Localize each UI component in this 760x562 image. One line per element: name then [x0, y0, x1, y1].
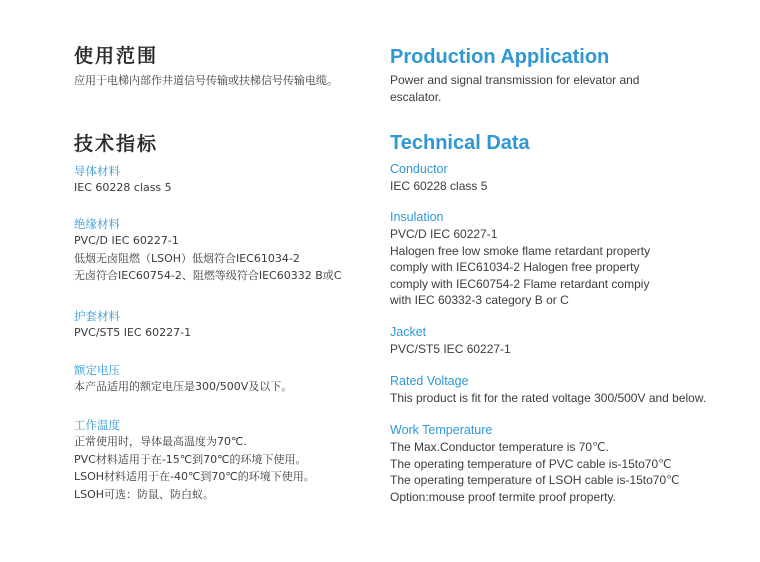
conductor-line-en: IEC 60228 class 5	[390, 179, 488, 193]
insulation-text-cn	[74, 232, 341, 285]
usage-line-en: escalator.	[390, 89, 442, 104]
usage-text-en	[390, 72, 639, 105]
insulation-line-cn: PVC/D IEC 60227-1	[74, 234, 179, 247]
temperature-text-en	[390, 439, 680, 505]
jacket-label-en: Jacket	[390, 325, 427, 339]
usage-line-en: Power and signal transmission for elevator and	[390, 73, 640, 87]
temperature-line-cn: LSOH可选：防鼠、防白蚁。	[74, 487, 215, 501]
jacket-text-en	[390, 341, 511, 358]
temperature-text-cn	[74, 433, 315, 503]
usage-text-cn: 应用于电梯内部作井道信号传输或扶梯信号传输电缆。	[74, 74, 338, 87]
conductor-text-cn	[74, 179, 172, 197]
conductor-text-en	[390, 178, 487, 195]
temperature-label-en: Work Temperature	[390, 423, 493, 437]
jacket-text-cn	[74, 324, 191, 342]
usage-title-cn: 使用范围	[74, 45, 159, 67]
voltage-text-en	[390, 390, 706, 407]
voltage-line-cn: 本产品适用的额定电压是300/500V及以下。	[74, 380, 293, 393]
insulation-line-en: comply with IEC60754-2 Flame retardant compiy	[390, 276, 650, 291]
conductor-line-cn: IEC 60228 class 5	[74, 181, 172, 194]
voltage-text-cn	[74, 378, 292, 396]
insulation-text-en	[390, 226, 650, 309]
voltage-label-cn: 额定电压	[74, 363, 120, 377]
conductor-label-cn: 导体材料	[74, 164, 120, 178]
jacket-line-en: PVC/ST5 IEC 60227-1	[390, 342, 511, 356]
insulation-line-en: with IEC 60332-3 category B or C	[390, 293, 569, 307]
temperature-line-cn: PVC材料适用于在-15℃到70℃的环境下使用。	[74, 452, 307, 466]
temperature-line-en: The Max.Conductor temperature is 70℃.	[390, 440, 609, 454]
insulation-line-cn: 低烟无卤阻燃（LSOH）低烟符合IEC61034-2	[74, 251, 300, 265]
tech-title-cn: 技术指标	[74, 133, 159, 155]
temperature-line-cn: 正常使用时，导体最高温度为70℃.	[74, 435, 247, 448]
tech-title-en: Technical Data	[390, 132, 530, 154]
voltage-line-en: This product is fit for the rated voltage 300/500V and below.	[390, 391, 707, 405]
insulation-line-en: comply with IEC61034-2 Halogen free property	[390, 260, 640, 274]
insulation-line-en: PVC/D IEC 60227-1	[390, 227, 498, 241]
temperature-line-en: The operating temperature of LSOH cable is-15to70℃	[390, 473, 680, 487]
insulation-line-en: Halogen free low smoke flame retardant property	[390, 243, 651, 258]
voltage-label-en: Rated Voltage	[390, 374, 469, 388]
conductor-label-en: Conductor	[390, 162, 448, 176]
insulation-line-cn: 无卤符合IEC60754-2、阻燃等级符合IEC60332 B或C	[74, 269, 342, 282]
temperature-line-en: Option:mouse proof termite proof property.	[390, 489, 616, 504]
temperature-line-en: The operating temperature of PVC cable is-15to70℃	[390, 456, 672, 471]
temperature-label-cn: 工作温度	[74, 418, 120, 432]
usage-title-en: Production Application	[390, 46, 610, 68]
insulation-label-en: Insulation	[390, 210, 444, 224]
temperature-line-cn: LSOH材料适用于在-40℃到70℃的环境下使用。	[74, 470, 315, 483]
jacket-label-cn: 护套材料	[74, 309, 120, 323]
jacket-line-cn: PVC/ST5 IEC 60227-1	[74, 326, 192, 339]
insulation-label-cn: 绝缘材料	[74, 217, 120, 231]
